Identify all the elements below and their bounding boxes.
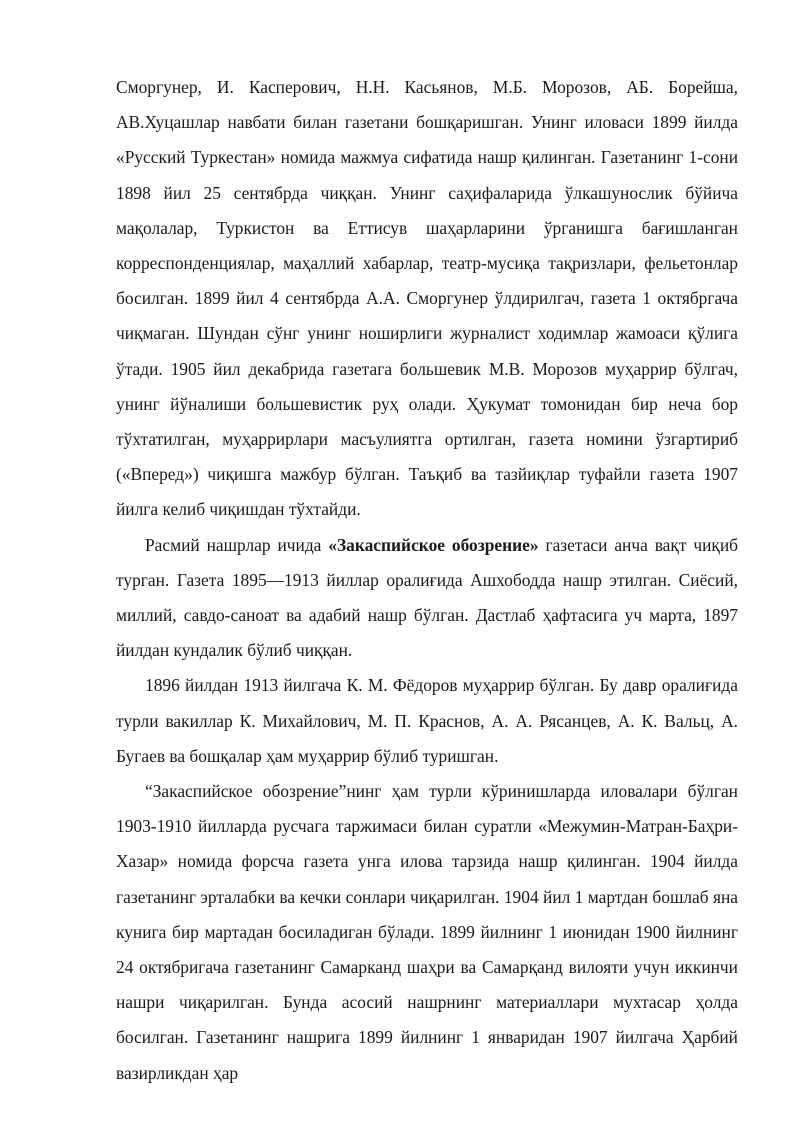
newspaper-title-bold: «Закаспийское обозрение»: [328, 534, 539, 555]
body-text: [116, 70, 738, 1091]
paragraph-supplements: “Закаспийское обозрение”нинг ҳам турли кўринишларда иловалари бўлган 1903-1910 йилларда русчага таржимаси билан суратли «Межумин-Матран-Баҳри-Хазар» номида форсча газета унга илова тарзида нашр қилинган. 1904 йилда газетанинг эрталабки ва кечки сонлари чиқарилган. 1904 йил 1 мартдан бошлаб яна кунига бир мартадан босиладиган бўлади. 1899 йилнинг 1 июнидан 1900 йилнинг 24 октябригача газетанинг Самарканд шаҳри ва Самарқанд вилояти учун иккинчи нашри чиқарилган. Бунда асосий нашрнинг материаллари мухтасар ҳолда босилган. Газетанинг нашрига 1899 йилнинг 1 январидан 1907 йилгача Ҳарбий вазирликдан ҳар: [116, 781, 738, 1083]
paragraph-text-before: Расмий нашрлар ичида: [145, 534, 329, 555]
paragraph-text-after: газетаси анча вақт чиқиб турган. Газета 1895—1913 йиллар оралиғида Ашхободда нашр этилган. Сиёсий, миллий, савдо-саноат ва адабий нашр бўлган. Дастлаб ҳафтасига уч марта, 1897 йилдан кундалик бўлиб чиққан.: [116, 534, 738, 661]
paragraph-zakaspiyskoe-intro: [116, 528, 738, 669]
paragraph-editors: 1896 йилдан 1913 йилгача К. М. Фёдоров муҳаррир бўлган. Бу давр оралиғида турли вакиллар К. Михайлович, М. П. Краснов, А. А. Рясанцев, А. К. Вальц, А. Бугаев ва бошқалар ҳам муҳаррир бўлиб туришган.: [116, 675, 738, 766]
paragraph-continuation: Сморгунер, И. Касперович, Н.Н. Касьянов, М.Б. Морозов, АБ. Борейша, АВ.Хуцашлар навбати билан газетани бошқаришган. Унинг иловаси 1899 йилда «Русский Туркестан» номида мажмуа сифатида нашр қилинган. Газетанинг 1-сони 1898 йил 25 сентябрда чиққан. Унинг саҳифаларида ўлкашунослик бўйича мақолалар, Туркистон ва Еттисув шаҳарларини ўрганишга бағишланган корреспонденциялар, маҳаллий хабарлар, театр-мусиқа тақризлари, фельетонлар босилган. 1899 йил 4 сентябрда А.А. Сморгунер ўлдирилгач, газета 1 октябргача чиқмаган. Шундан сўнг унинг ноширлиги журналист ходимлар жамоаси қўлига ўтади. 1905 йил декабрида газетага большевик М.В. Морозов муҳаррир бўлгач, унинг йўналиши большевистик руҳ олади. Ҳукумат томонидан бир неча бор тўхтатилган, муҳаррирлари масъулиятга ортилган, газета номини ўзгартириб («Вперед») чиқишга мажбур бўлган. Таъқиб ва тазйиқлар туфайли газета 1907 йилга келиб чиқишдан тўхтайди.: [116, 77, 738, 520]
